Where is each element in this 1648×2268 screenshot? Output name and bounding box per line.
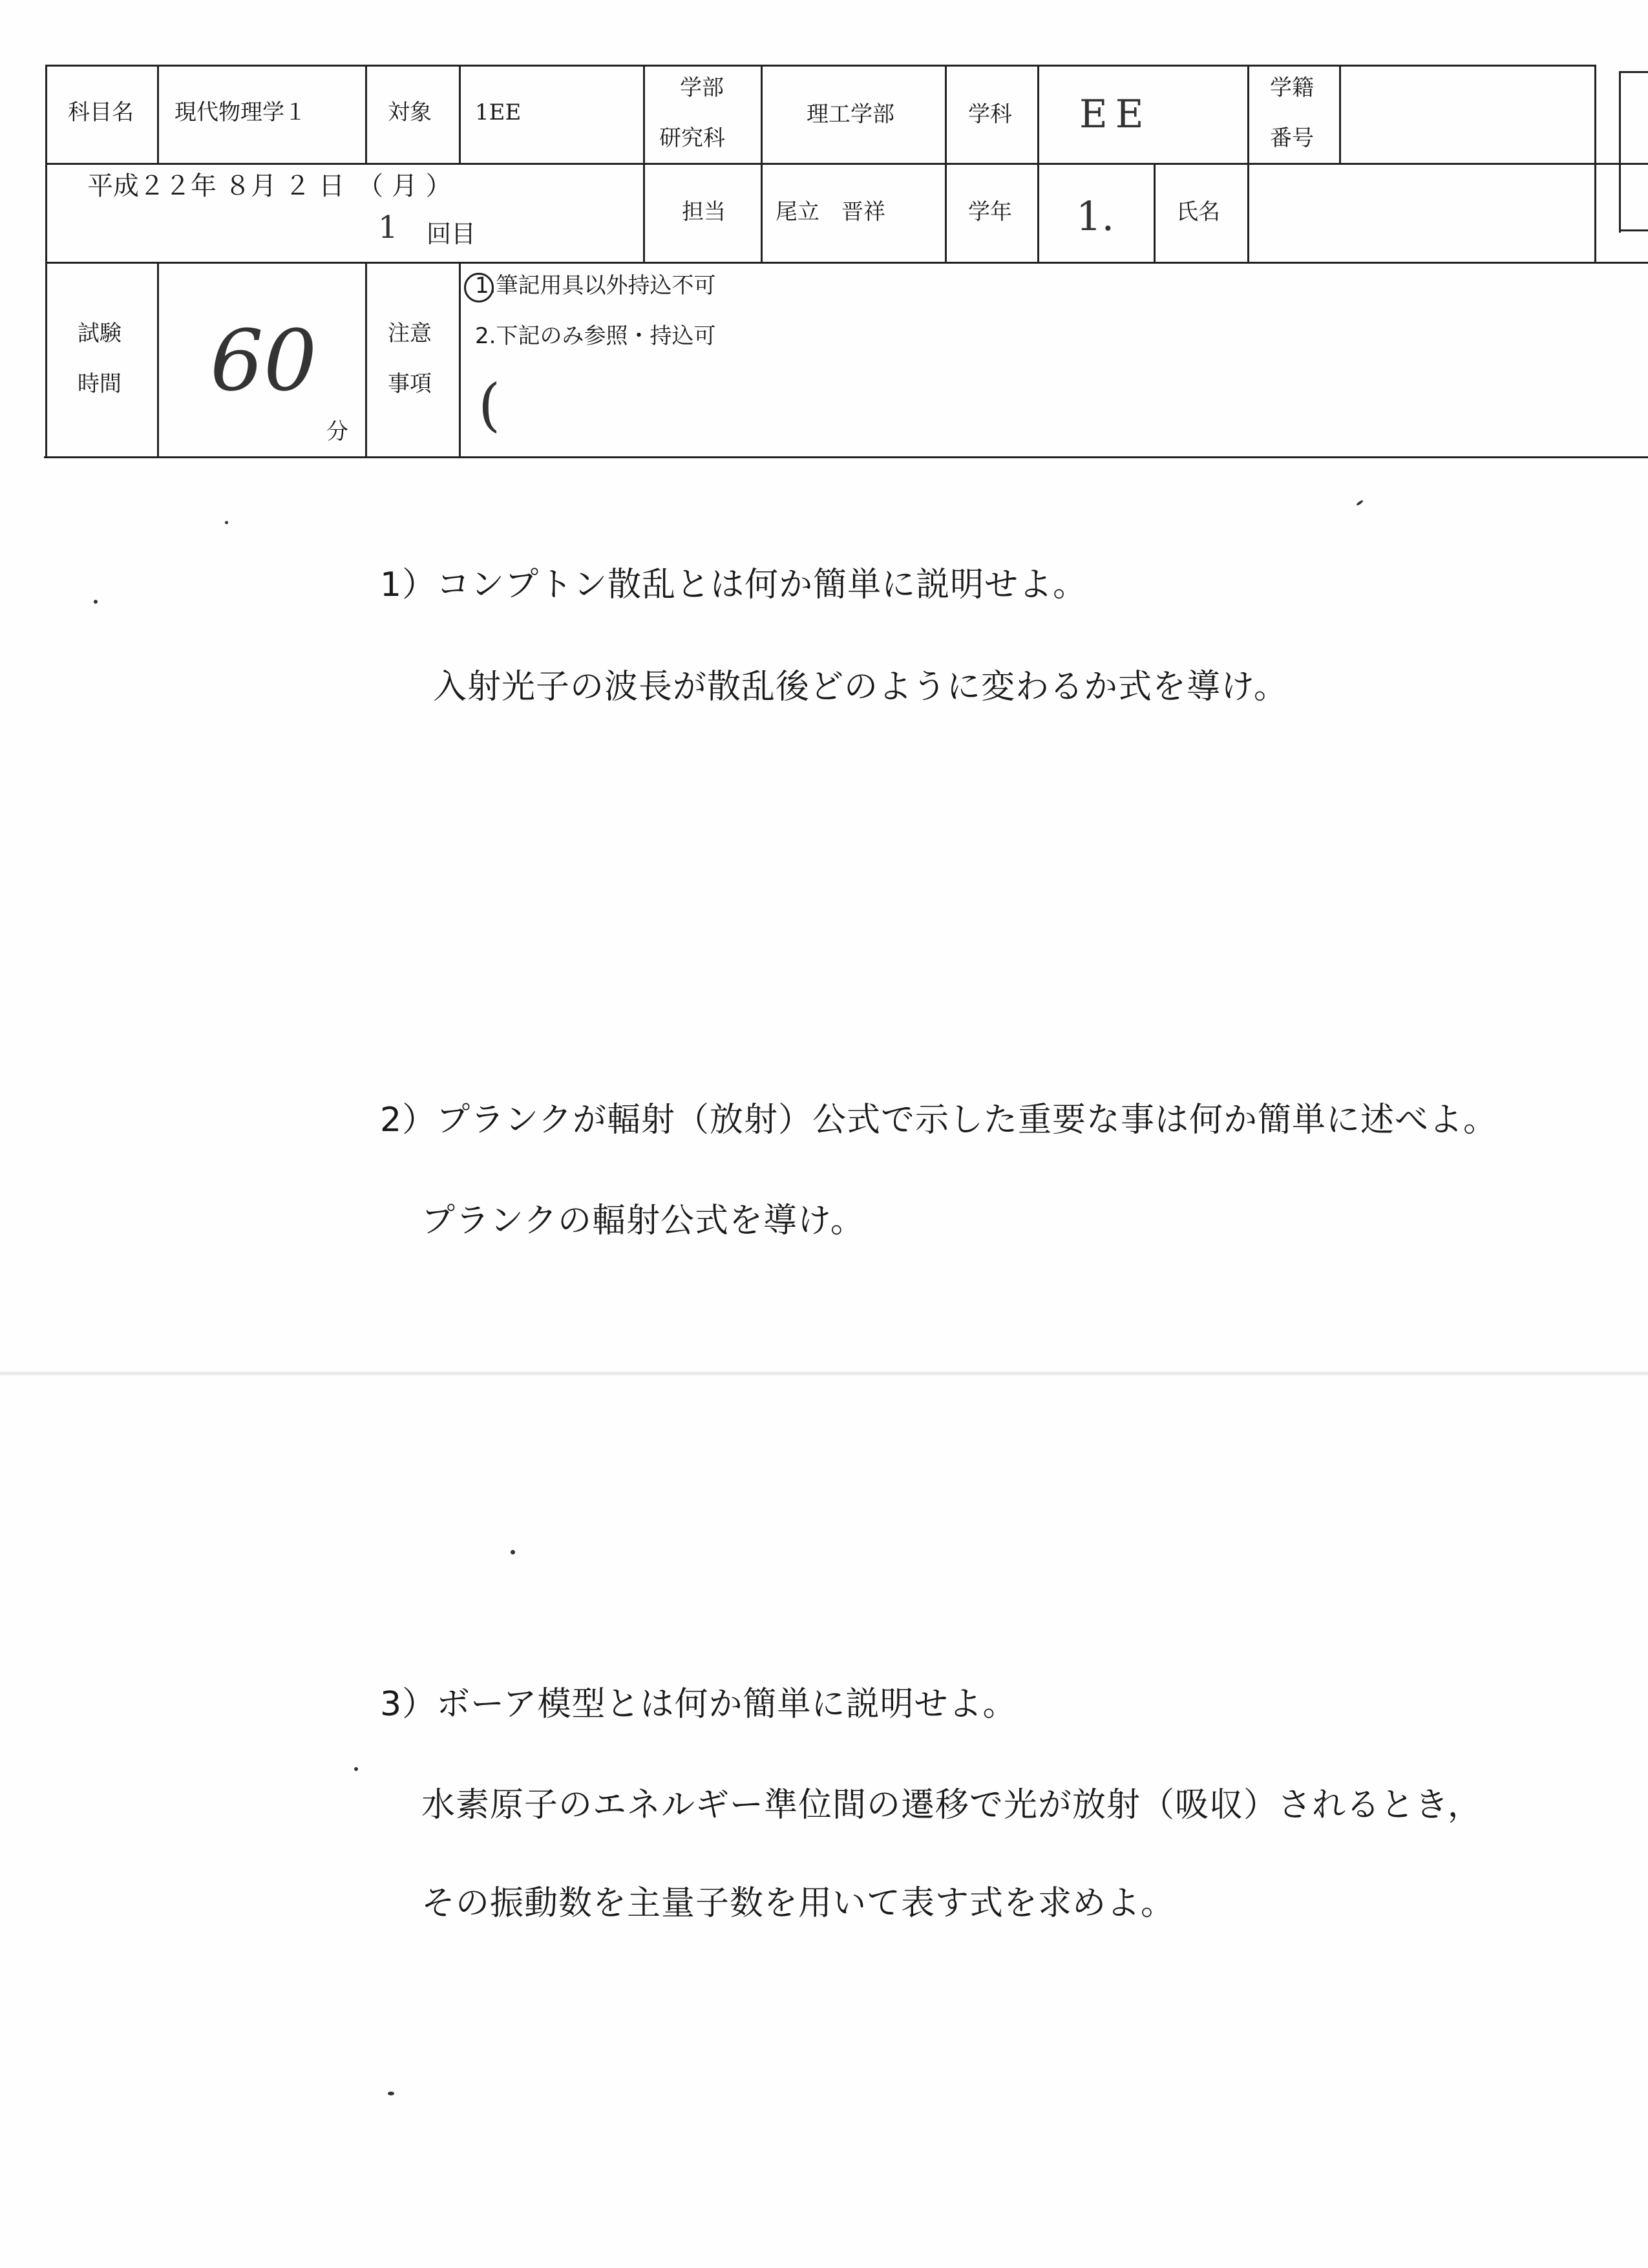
table-divider bbox=[643, 65, 645, 262]
table-divider bbox=[1339, 65, 1341, 163]
session-label: 回目 bbox=[427, 220, 476, 248]
dept-value: EE bbox=[1079, 92, 1152, 137]
time-label: 時間 bbox=[78, 371, 121, 397]
question-3-line-1: 3）ボーア模型とは何か簡単に説明せよ。 bbox=[380, 1685, 1017, 1724]
speck bbox=[1356, 500, 1364, 506]
table-divider bbox=[643, 163, 1648, 165]
notes-label: 注意 bbox=[388, 321, 432, 346]
table-divider bbox=[365, 65, 367, 163]
faculty-value: 理工学部 bbox=[807, 101, 894, 127]
question-3-line-2: 水素原子のエネルギー準位間の遷移で光が放射（吸収）されるとき， bbox=[421, 1786, 1482, 1825]
time-label: 試験 bbox=[78, 321, 121, 346]
table-divider bbox=[761, 65, 763, 262]
exam-date: 平成２２年 ８月 ２ 日 （ 月 ） bbox=[87, 171, 452, 201]
teacher-label: 担当 bbox=[682, 199, 726, 225]
student-id-field[interactable] bbox=[1343, 69, 1592, 160]
question-3-line-3: その振動数を主量子数を用いて表す式を求めよ。 bbox=[421, 1884, 1176, 1923]
table-divider bbox=[365, 262, 367, 456]
notes-label: 事項 bbox=[388, 371, 432, 397]
question-2-line-1: 2）プランクが輻射（放射）公式で示した重要な事は何か簡単に述べよ。 bbox=[380, 1101, 1498, 1139]
bracket-mark: ( bbox=[478, 372, 501, 438]
session-number: 1 bbox=[378, 209, 398, 246]
table-border-top bbox=[45, 65, 1596, 67]
student-id-label: 学籍 bbox=[1270, 75, 1314, 101]
table-divider bbox=[459, 65, 461, 163]
speck bbox=[94, 600, 98, 604]
speck bbox=[511, 1550, 515, 1554]
subject-value: 現代物理学１ bbox=[174, 100, 306, 125]
target-value: 1EE bbox=[475, 100, 522, 125]
table-divider bbox=[157, 65, 159, 163]
note-item: 2.下記のみ参照・持込可 bbox=[475, 323, 716, 349]
paper-fold bbox=[0, 1372, 1648, 1375]
target-label: 対象 bbox=[388, 100, 432, 125]
table-edge bbox=[1619, 71, 1648, 73]
speck bbox=[225, 521, 228, 524]
table-divider bbox=[1154, 163, 1156, 262]
table-divider bbox=[1247, 65, 1249, 262]
table-edge bbox=[1619, 71, 1621, 233]
subject-label: 科目名 bbox=[68, 100, 134, 125]
table-edge bbox=[1619, 229, 1648, 231]
student-id-label: 番号 bbox=[1270, 125, 1314, 151]
faculty-label: 研究科 bbox=[659, 125, 725, 151]
question-1-line-1: 1）コンプトン散乱とは何か簡単に説明せよ。 bbox=[380, 566, 1088, 604]
table-border-left bbox=[45, 65, 47, 456]
speck bbox=[354, 1767, 358, 1771]
table-divider bbox=[157, 262, 159, 456]
time-unit: 分 bbox=[326, 419, 348, 445]
teacher-value: 尾立 晋祥 bbox=[776, 199, 885, 225]
faculty-label: 学部 bbox=[680, 75, 724, 101]
name-field[interactable] bbox=[1251, 167, 1592, 259]
dept-label: 学科 bbox=[968, 101, 1012, 127]
table-divider bbox=[459, 262, 461, 456]
table-divider bbox=[45, 262, 1648, 264]
grade-value: 1. bbox=[1076, 193, 1115, 240]
table-divider bbox=[1037, 65, 1039, 262]
table-divider bbox=[945, 65, 947, 262]
grade-label: 学年 bbox=[968, 199, 1012, 225]
name-label: 氏名 bbox=[1176, 199, 1220, 225]
note-item: 1.筆記用具以外持込不可 bbox=[475, 273, 716, 299]
table-border-bottom bbox=[44, 456, 1648, 458]
question-2-line-2: プランクの輻射公式を導け。 bbox=[421, 1202, 865, 1240]
circle-mark bbox=[464, 273, 494, 302]
question-1-line-2: 入射光子の波長が散乱後どのように変わるか式を導け。 bbox=[433, 668, 1288, 706]
speck bbox=[388, 2092, 394, 2095]
time-value: 60 bbox=[210, 312, 317, 410]
table-divider bbox=[1594, 65, 1596, 262]
